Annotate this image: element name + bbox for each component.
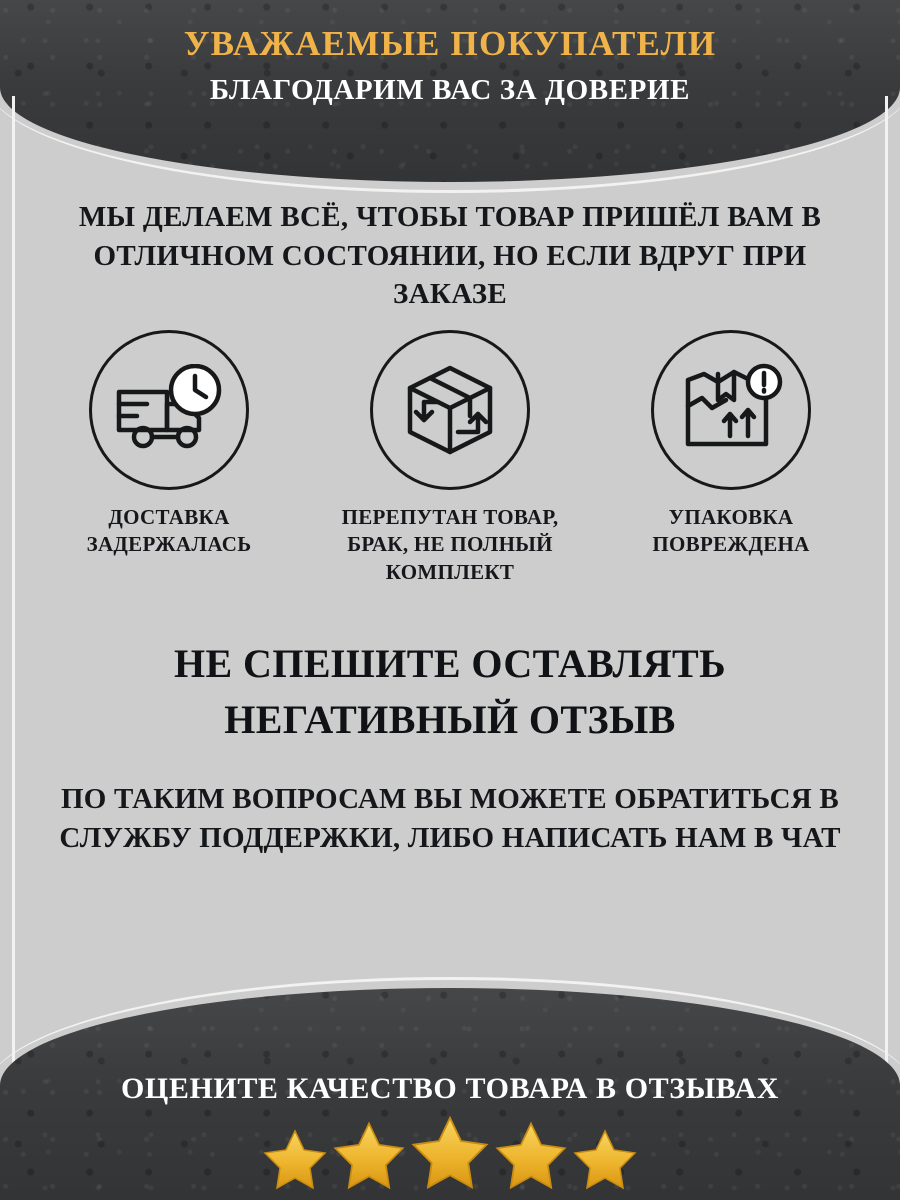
right-border-line: [885, 96, 888, 1088]
header-subtitle: БЛАГОДАРИМ ВАС ЗА ДОВЕРИЕ: [209, 74, 691, 106]
headline-text: НЕ СПЕШИТЕ ОСТАВЛЯТЬ НЕГАТИВНЫЙ ОТЗЫВ: [174, 641, 726, 742]
issue-caption: УПАКОВКА ПОВРЕЖДЕНА: [652, 505, 810, 557]
damaged-package-icon: [651, 330, 811, 490]
issue-item-damaged-package: [602, 330, 860, 559]
box-return-arrows-icon: [370, 330, 530, 490]
issue-caption: ПЕРЕПУТАН ТОВАР, БРАК, НЕ ПОЛНЫЙ КОМПЛЕКТ: [341, 505, 559, 584]
issue-caption: ДОСТАВКА ЗАДЕРЖАЛАСЬ: [86, 505, 252, 557]
left-border-line: [12, 96, 15, 1088]
star-icon: [411, 1114, 489, 1190]
star-icon: [263, 1128, 327, 1190]
rating-stars: [0, 1114, 900, 1190]
star-icon: [333, 1120, 405, 1190]
support-text: ПО ТАКИМ ВОПРОСАМ ВЫ МОЖЕТЕ ОБРАТИТЬСЯ В СЛУЖБУ ПОДДЕРЖКИ, ЛИБО НАПИСАТЬ НАМ В ЧАТ: [59, 783, 841, 854]
issue-item-wrong-item: [321, 330, 579, 586]
star-icon: [495, 1120, 567, 1190]
issue-item-delivery: [40, 330, 298, 559]
intro-text: МЫ ДЕЛАЕМ ВСЁ, ЧТОБЫ ТОВАР ПРИШЁЛ ВАМ В ОТЛИЧНОМ СОСТОЯНИИ, НО ЕСЛИ ВДРУГ ПРИ ЗАКАЗЕ: [78, 201, 822, 311]
page-title: УВАЖАЕМЫЕ ПОКУПАТЕЛИ: [183, 24, 717, 63]
footer-text: ОЦЕНИТЕ КАЧЕСТВО ТОВАРА В ОТЗЫВАХ: [120, 1072, 780, 1105]
delivery-truck-clock-icon: [89, 330, 249, 490]
star-icon: [573, 1128, 637, 1190]
issues-row: [40, 330, 860, 586]
